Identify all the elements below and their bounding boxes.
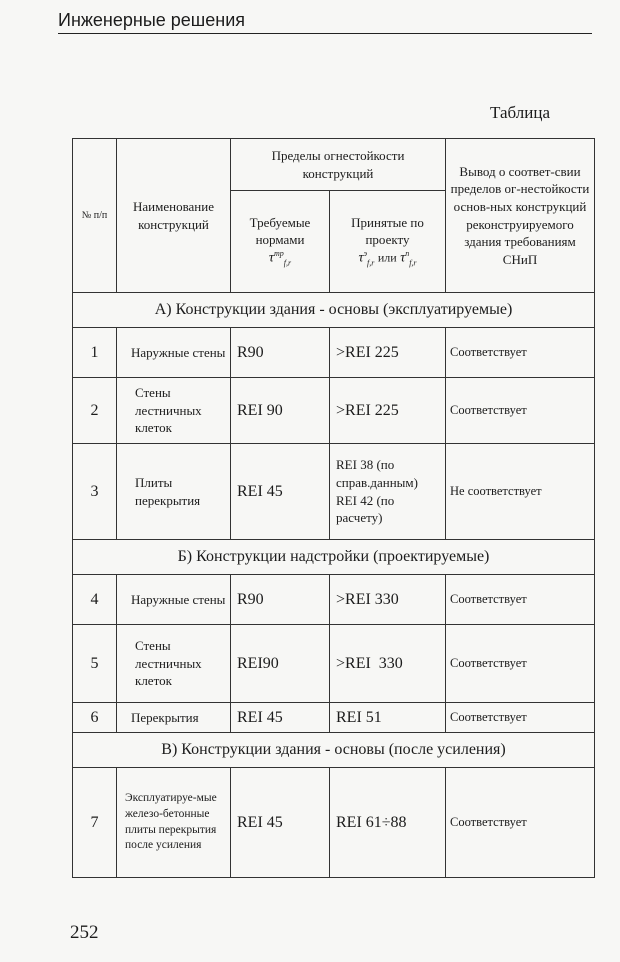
- row-accepted: >REI 225: [330, 328, 446, 378]
- row-conclusion: Соответствует: [446, 378, 595, 444]
- section-title-a: А) Конструкции здания - основы (эксплуатируемые): [73, 293, 595, 328]
- row-conclusion: Соответствует: [446, 768, 595, 878]
- table-row: [73, 768, 595, 878]
- header-num: № п/п: [73, 139, 117, 293]
- row-accepted: >REI 225: [330, 378, 446, 444]
- row-name: Эксплуатируе-мые железо-бетонные плиты перекрытия после усиления: [117, 768, 231, 878]
- table-row: [73, 328, 595, 378]
- row-conclusion: Соответствует: [446, 575, 595, 625]
- row-num: 6: [73, 703, 117, 733]
- section-title-c: В) Конструкции здания - основы (после усиления): [73, 733, 595, 768]
- row-num: 7: [73, 768, 117, 878]
- header-name: Наименование конструкций: [117, 139, 231, 293]
- running-header: [58, 10, 592, 34]
- row-accepted: REI 38 (по справ.данным) REI 42 (по расчету): [330, 444, 446, 540]
- section-row: [73, 733, 595, 768]
- row-num: 3: [73, 444, 117, 540]
- table-caption: Таблица: [490, 103, 550, 122]
- header-accepted: Принятые по проекту $\tau^э_{f,r}$ или $\tau^п_{f,r}$: [330, 191, 446, 293]
- row-name: Наружные стены: [117, 575, 231, 625]
- header-conclusion: Вывод о соответ-свии пределов ог-нестойкости основ-ных конструкций реконструируемого здания требованиям СНиП: [446, 139, 595, 293]
- fire-resistance-table: [72, 138, 595, 878]
- tau-required: $\tau^{тр}_{f,r}$: [268, 248, 292, 268]
- row-conclusion: Не соответствует: [446, 444, 595, 540]
- table-row: [73, 575, 595, 625]
- table-row: [73, 378, 595, 444]
- row-required: REI 45: [231, 703, 330, 733]
- table-row: [73, 625, 595, 703]
- tau-accepted: $\tau^э_{f,r}$ или $\tau^п_{f,r}$: [358, 248, 417, 268]
- row-required: R90: [231, 328, 330, 378]
- row-accepted: REI 61÷88: [330, 768, 446, 878]
- row-num: 5: [73, 625, 117, 703]
- row-name: Стены лестничных клеток: [117, 625, 231, 703]
- row-required: REI 45: [231, 768, 330, 878]
- row-accepted: >REI 330: [330, 575, 446, 625]
- page-number: 252: [70, 922, 99, 943]
- row-name: Наружные стены: [117, 328, 231, 378]
- row-num: 2: [73, 378, 117, 444]
- row-accepted: >REI 330: [330, 625, 446, 703]
- row-required: REI90: [231, 625, 330, 703]
- section-row: [73, 540, 595, 575]
- row-conclusion: Соответствует: [446, 703, 595, 733]
- row-name: Плиты перекрытия: [117, 444, 231, 540]
- section-row: [73, 293, 595, 328]
- row-conclusion: Соответствует: [446, 328, 595, 378]
- row-conclusion: Соответствует: [446, 625, 595, 703]
- row-num: 4: [73, 575, 117, 625]
- table-row: [73, 703, 595, 733]
- row-required: REI 45: [231, 444, 330, 540]
- row-num: 1: [73, 328, 117, 378]
- row-name: Перекрытия: [117, 703, 231, 733]
- running-title: Инженерные решения: [58, 10, 245, 30]
- row-name: Стены лестничных клеток: [117, 378, 231, 444]
- table-row: [73, 444, 595, 540]
- section-title-b: Б) Конструкции надстройки (проектируемые): [73, 540, 595, 575]
- header-limits: Пределы огнестойкости конструкций: [231, 139, 446, 191]
- table-header-row: [73, 139, 595, 191]
- row-required: REI 90: [231, 378, 330, 444]
- row-required: R90: [231, 575, 330, 625]
- header-required: Требуемые нормами $\tau^{тр}_{f,r}$: [231, 191, 330, 293]
- row-accepted: REI 51: [330, 703, 446, 733]
